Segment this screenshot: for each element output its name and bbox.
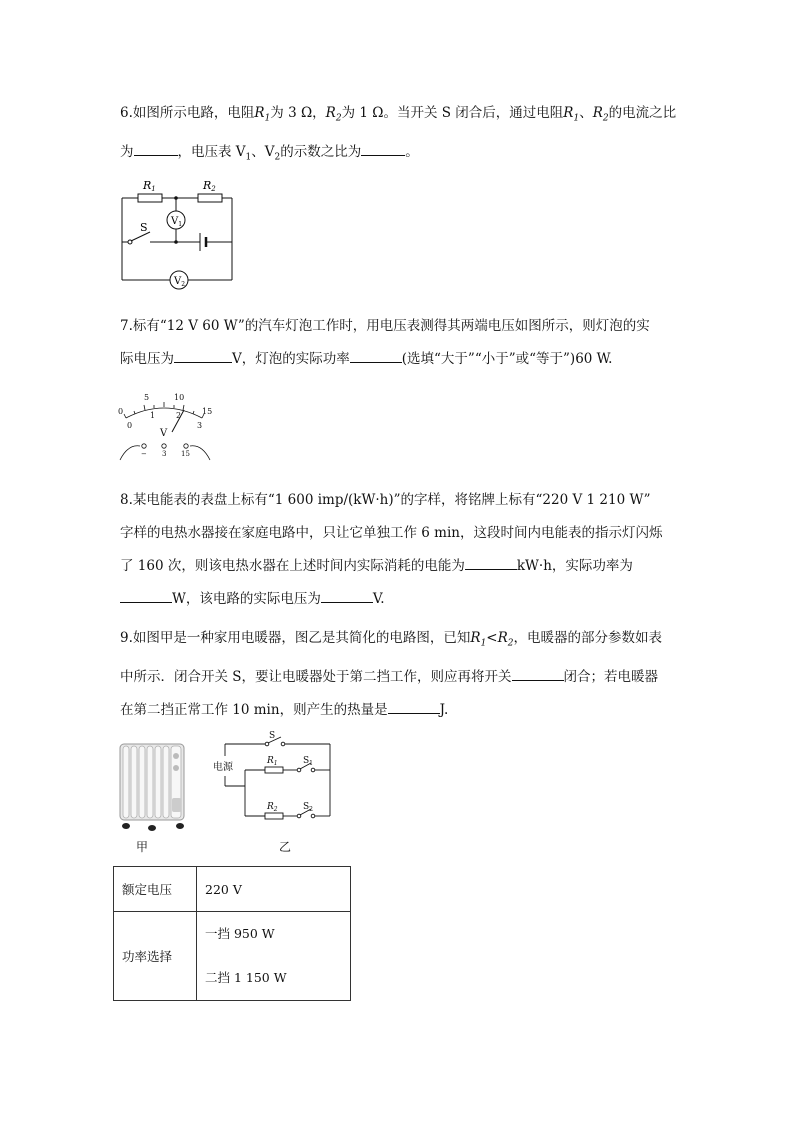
svg-text:15: 15 xyxy=(202,407,213,416)
answer-blank[interactable] xyxy=(134,139,178,156)
label-R1: R xyxy=(143,179,152,192)
q6-line-1: 6.如图所示电路，电阻$R_1$为 3 Ω，$R_2$为 1 Ω。当开关 S 闭合后，通过电阻$R_1$、$R_2$的电流之比 xyxy=(120,105,677,124)
answer-blank[interactable] xyxy=(321,586,373,603)
rated-voltage-label: 额定电压 xyxy=(114,867,197,912)
svg-text:10: 10 xyxy=(174,393,185,402)
rated-voltage-value: 220 V xyxy=(197,867,351,912)
answer-blank[interactable] xyxy=(350,346,402,363)
svg-text:−: − xyxy=(141,450,147,458)
figure-caption-jia: 甲 xyxy=(136,840,149,854)
voltmeter-dial xyxy=(112,388,216,464)
svg-text:3: 3 xyxy=(197,421,203,430)
gear-1-value: 一挡 950 W xyxy=(205,926,275,941)
heater-circuit-diagram xyxy=(205,730,340,826)
svg-text:R1: $R_1$ xyxy=(267,756,278,767)
q8-line-2: 字样的电热水器接在家庭电路中，只让它单独工作 6 min，这段时间内电能表的指示灯闪烁 xyxy=(120,525,663,541)
voltmeter-V1-label: $V_1$ xyxy=(171,216,183,228)
answer-blank[interactable] xyxy=(174,346,232,363)
svg-text:R2: $R_2$ xyxy=(267,802,278,813)
svg-text:0: 0 xyxy=(127,421,133,430)
q9-line-1: 9.如图甲是一种家用电暖器，图乙是其简化的电路图，已知$R_1<R_2$，电暖器的部分参数如表 xyxy=(120,630,663,649)
svg-text:R2: R2 xyxy=(203,179,216,193)
q7-line-1: 7.标有“12 V 60 W”的汽车灯泡工作时，用电压表测得其两端电压如图所示，则灯泡的实 xyxy=(120,318,650,334)
svg-text:3: 3 xyxy=(162,450,167,458)
svg-text:S2: $S_2$ xyxy=(303,802,313,813)
question-6 xyxy=(120,97,684,174)
figure-caption-yi: 乙 xyxy=(279,840,292,854)
q8-line-3: 了 160 次，则该电热水器在上述时间内实际消耗的电能为 kW·h，实际功率为 xyxy=(120,550,684,583)
heater-spec-table xyxy=(113,866,351,1001)
answer-blank[interactable] xyxy=(361,139,405,156)
q8-line-4: W，该电路的实际电压为 V. xyxy=(120,583,684,616)
table-row xyxy=(114,912,351,1001)
q9-line-2: 中所示．闭合开关 S，要让电暖器处于第二挡工作，则应再将开关 闭合；若电暖器 xyxy=(120,661,684,694)
gear-2-value: 二挡 1 150 W xyxy=(205,970,287,985)
heater-illustration xyxy=(116,740,192,834)
q9-line-3: 在第二挡正常工作 10 min，则产生的热量是 J. xyxy=(120,694,684,727)
voltmeter-V2-label: $V_2$ xyxy=(174,276,186,288)
answer-blank[interactable] xyxy=(465,553,517,570)
q7-line-2: 际电压为 V，灯泡的实际功率 (选填“大于”“小于”或“等于”)60 W. xyxy=(120,343,684,376)
q8-line-1: 8.某电能表的表盘上标有“1 600 imp/(kW·h)”的字样，将铭牌上标有“220 V 1 210 W” xyxy=(120,492,651,508)
q6-line-2: 为 ，电压表 $V_1$、$V_2$的示数之比为 。 xyxy=(120,136,684,175)
question-7 xyxy=(120,310,684,376)
svg-text:S1: $S_1$ xyxy=(303,756,313,767)
power-selection-label: 功率选择 xyxy=(114,912,197,1001)
label-switch-S: S xyxy=(140,221,148,234)
question-9 xyxy=(120,622,684,727)
answer-blank[interactable] xyxy=(512,664,564,681)
q6-circuit-diagram xyxy=(118,176,238,290)
power-source-label: 电源 xyxy=(213,762,233,773)
answer-blank[interactable] xyxy=(388,697,440,714)
svg-text:0: 0 xyxy=(118,407,124,416)
svg-text:1: 1 xyxy=(150,411,156,420)
table-row xyxy=(114,867,351,912)
label-R2: R xyxy=(203,179,212,192)
svg-text:2: 2 xyxy=(176,411,182,420)
svg-text:R1: R1 xyxy=(143,179,156,193)
svg-text:5: 5 xyxy=(144,393,150,402)
question-8 xyxy=(120,484,684,616)
answer-blank[interactable] xyxy=(120,586,172,603)
svg-text:V: V xyxy=(160,428,168,439)
svg-text:15: 15 xyxy=(181,450,190,458)
svg-text:S: S xyxy=(269,731,276,741)
